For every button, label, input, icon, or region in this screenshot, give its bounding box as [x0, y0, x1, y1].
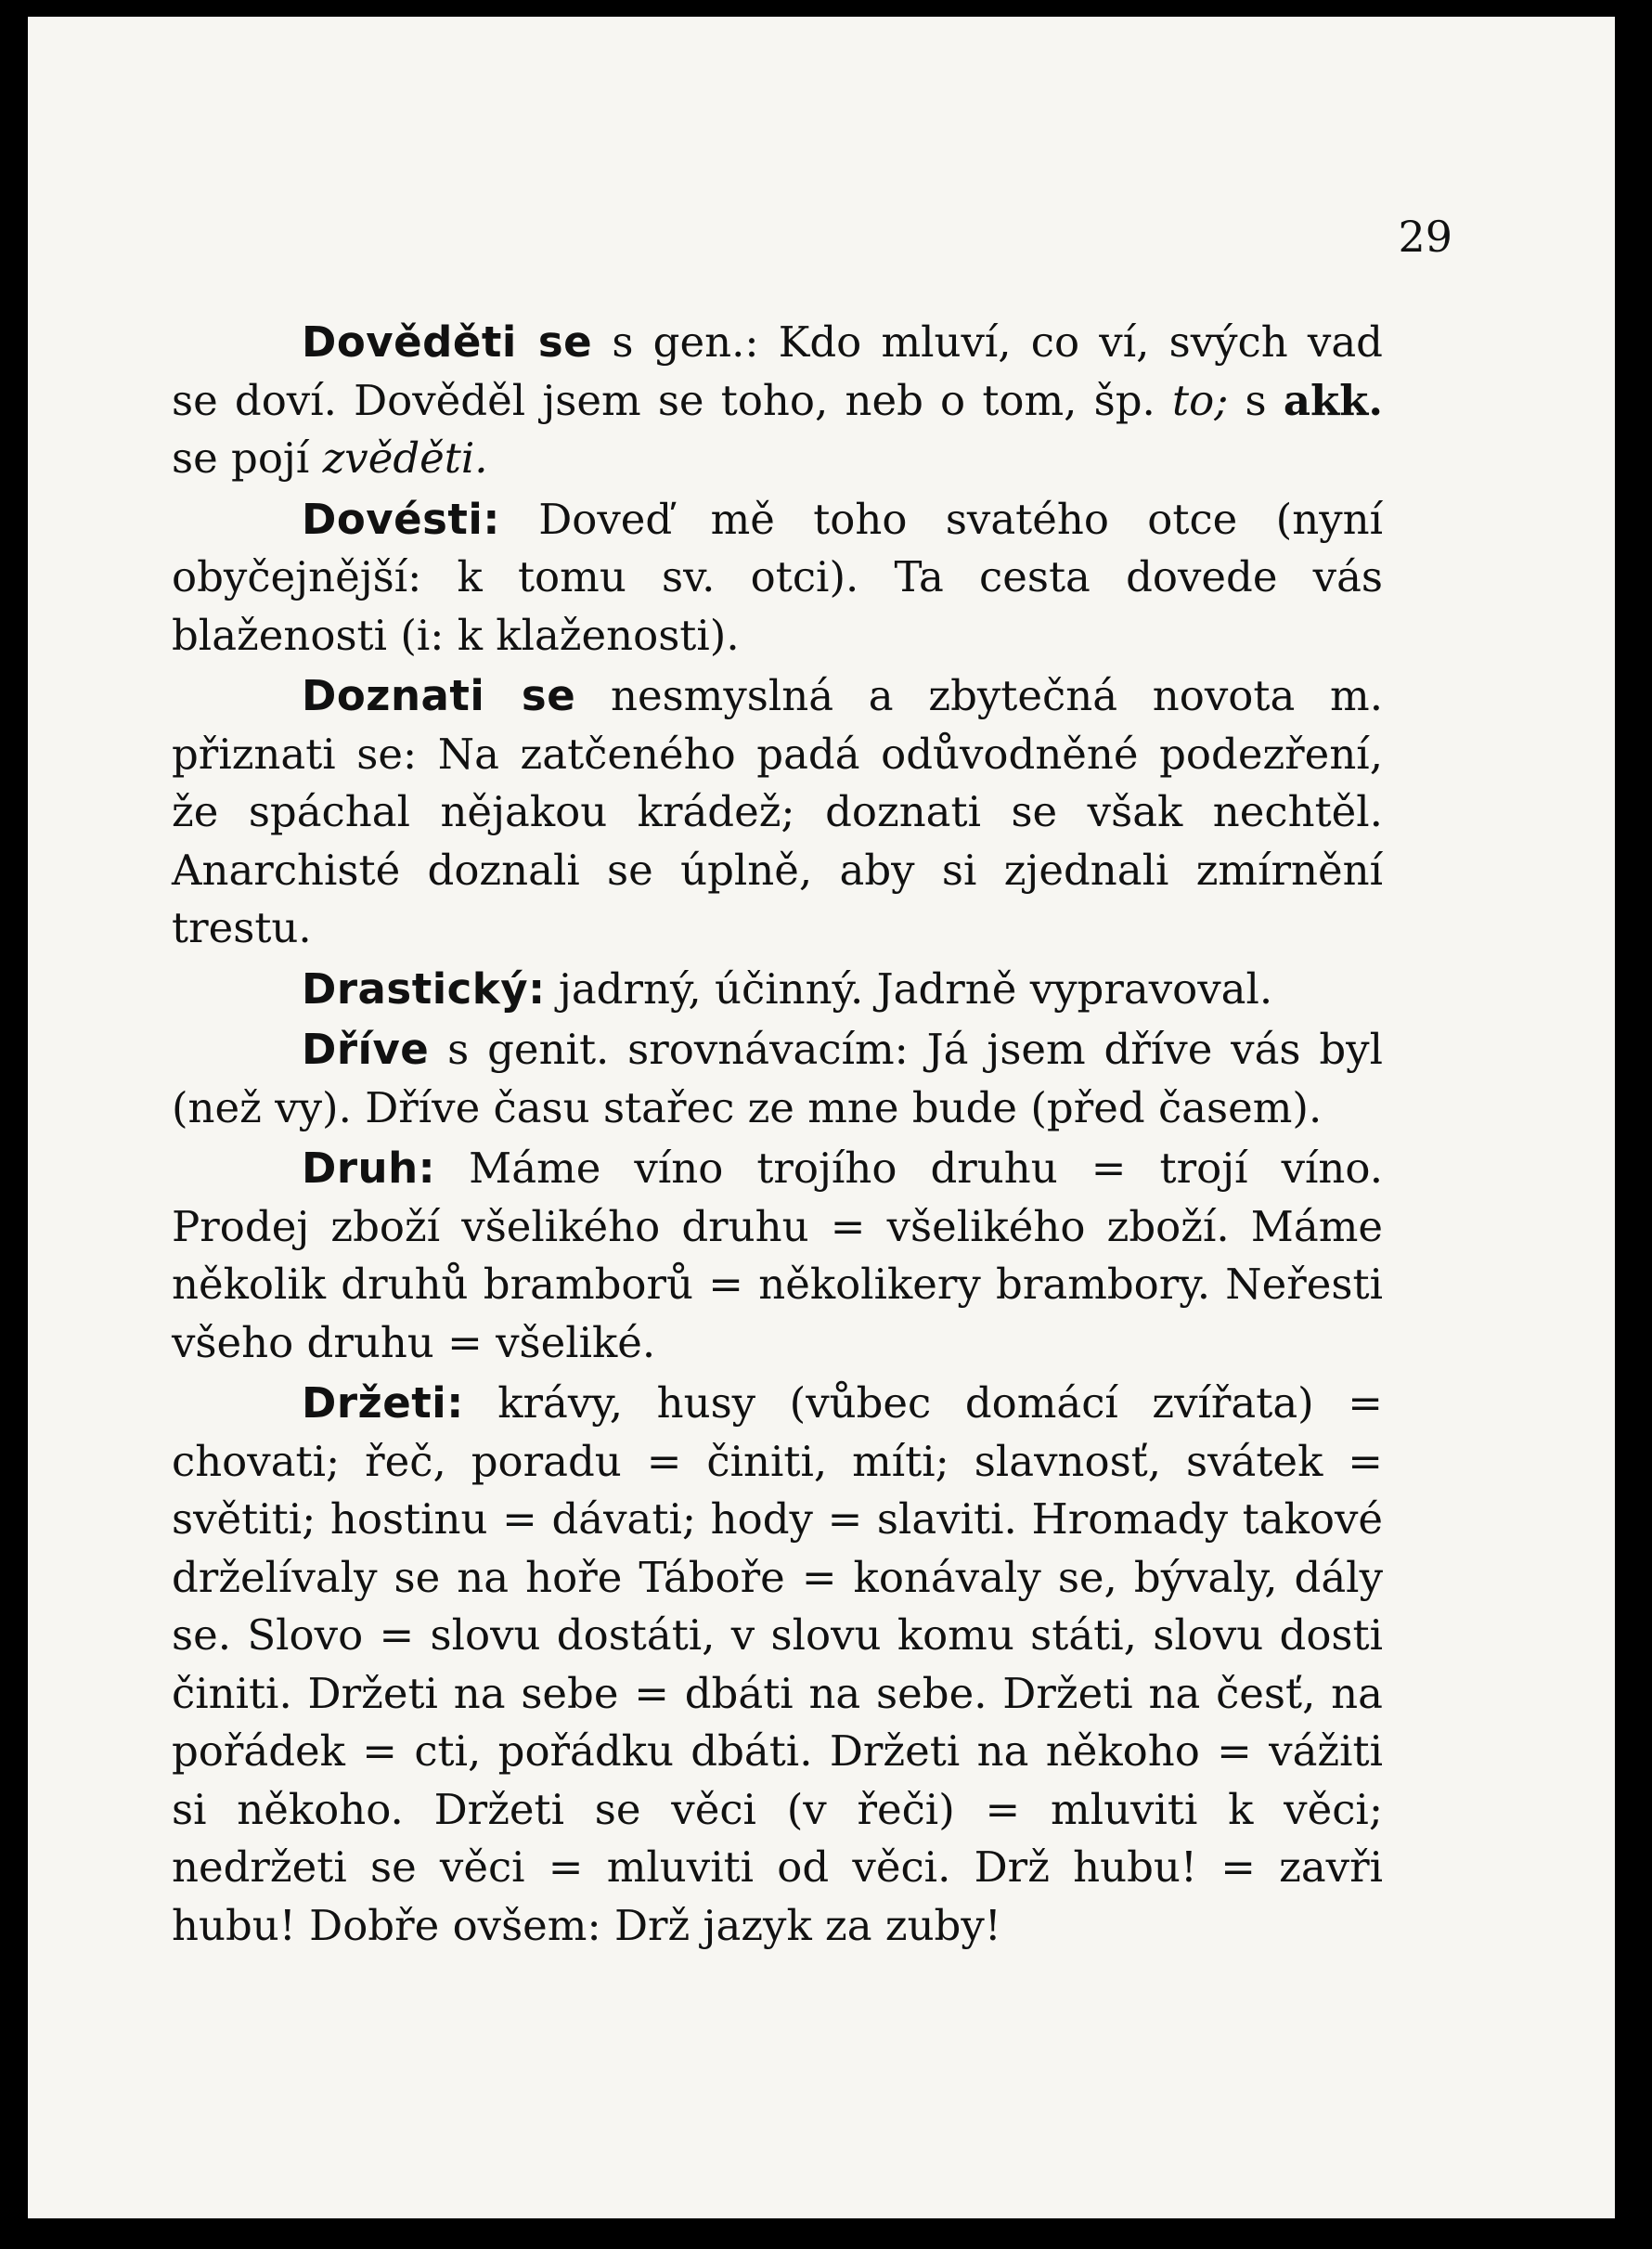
- entry-doznati-se: [172, 667, 1383, 958]
- entry-text: s: [1228, 375, 1284, 425]
- entry-text: nesmyslná a zbytečná novota m. přiznati se: Na zatčeného padá odůvodněné podezření, že spáchal nějakou krádež; doznati se však nechtěl. Anarchisté doznali se úplně, aby si zjednali zmírnění trestu.: [172, 671, 1383, 952]
- entry-headword: Dovésti:: [302, 494, 500, 544]
- entry-dovesti: [172, 491, 1383, 666]
- entry-text: jadrný, účinný. Jadrně vypravoval.: [545, 963, 1273, 1014]
- entry-headword: Druh:: [302, 1144, 436, 1193]
- book-page: [28, 17, 1615, 2218]
- entry-text: Máme víno trojího druhu = trojí víno. Prodej zboží všelikého druhu = všelikého zboží. Máme několik druhů bramborů = několikery brambory. Neřesti všeho druhu = všeliké.: [172, 1144, 1383, 1367]
- entry-headword: Drastický:: [302, 963, 546, 1014]
- entry-druh: [172, 1140, 1383, 1372]
- entry-drive: [172, 1021, 1383, 1137]
- entry-italic: zvěděti.: [322, 433, 488, 483]
- entry-headword: Dříve: [302, 1025, 430, 1074]
- entry-text: krávy, husy (vůbec domácí zvířata) = chovati; řeč, poradu = činiti, míti; slavnosť, svátek = světiti; hostinu = dávati; hody = slaviti. Hromady takové drželívaly se na hoře Táboře = konávaly se, bývaly, dály se. Slovo = slovu dostáti, v slovu komu státi, slovu dosti činiti. Držeti na sebe = dbáti na sebe. Držeti na česť, na pořádek = cti, pořádku dbáti. Držeti na někoho = vážiti si někoho. Držeti se věci (v řeči) = mluviti k věci; nedržeti se věci = mluviti od věci. Drž hubu! = zavři hubu! Dobře ovšem: Drž jazyk za zuby!: [172, 1378, 1383, 1950]
- dictionary-text: [172, 314, 1383, 1958]
- entry-headword: Dověděti se: [302, 317, 593, 367]
- entry-drasticky: [172, 961, 1383, 1019]
- entry-italic: to;: [1172, 375, 1229, 425]
- entry-text: s genit. srovnávacím: Já jsem dříve vás byl (než vy). Dříve času stařec ze mne bude (před časem).: [172, 1025, 1383, 1132]
- entry-headword: Držeti:: [302, 1378, 464, 1428]
- page-number: 29: [1398, 212, 1452, 262]
- entry-headword: Doznati se: [302, 671, 576, 720]
- entry-text: se pojí: [172, 433, 323, 483]
- entry-bold: akk.: [1283, 375, 1383, 425]
- entry-text: s gen.: Kdo mluví, co ví, svých vad se doví. Dověděl jsem se toho, neb o tom, šp.: [172, 317, 1383, 425]
- entry-text: Doveď mě toho svatého otce (nyní obyčejnější: k tomu sv. otci). Ta cesta dovede vás blaženosti (i: k klaženosti).: [172, 494, 1383, 660]
- entry-drzeti: [172, 1375, 1383, 1955]
- entry-doved-eti-se: [172, 314, 1383, 488]
